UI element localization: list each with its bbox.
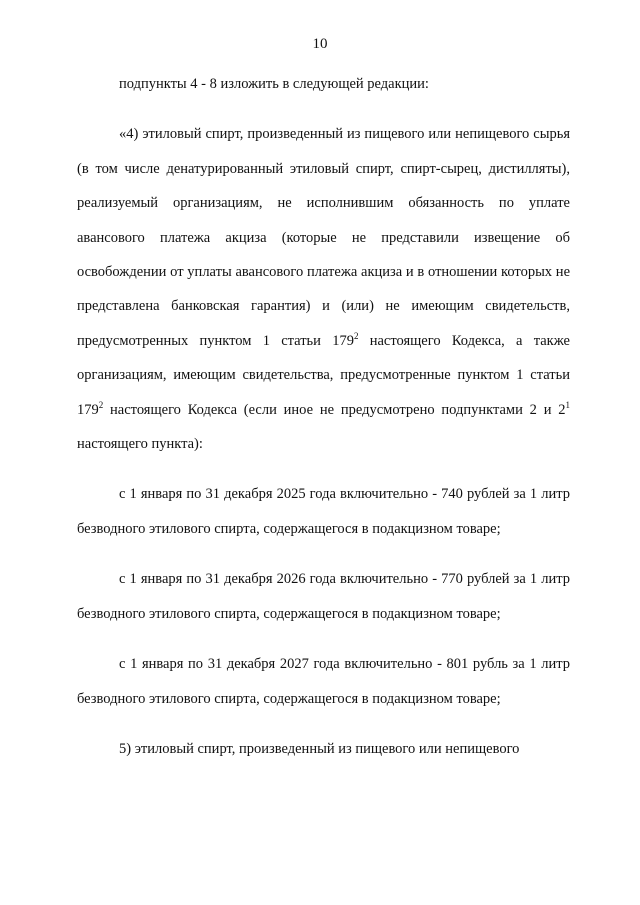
subparagraph-4-text: настоящего пункта): [77, 436, 203, 453]
superscript-2: 2 [98, 399, 104, 410]
page-number: 10 [312, 36, 328, 52]
rate-2025-paragraph: с 1 января по 31 декабря 2025 года включительно - 740 рублей за 1 литр безводного этилового спирта, содержащегося в подакцизном товаре; [77, 486, 570, 537]
rate-2027-paragraph: с 1 января по 31 декабря 2027 года включительно - 801 рубль за 1 литр безводного этилового спирта, содержащегося в подакцизном товаре; [77, 656, 570, 707]
rate-2026-paragraph: с 1 января по 31 декабря 2026 года включительно - 770 рублей за 1 литр безводного этилового спирта, содержащегося в подакцизном товаре; [77, 571, 570, 622]
subparagraph-4 [77, 117, 570, 461]
intro-paragraph: подпункты 4 - 8 изложить в следующей редакции: [119, 76, 429, 92]
superscript-1: 1 [565, 399, 570, 410]
subparagraph-4-text: «4) этиловый спирт, произведенный из пищевого или непищевого сырья (в том числе денатурированный этиловый спирт, спирт-сырец, дистилляты), реализуемый организациям, не исполнившим обязанность по уплате авансового платежа акциза (которые не представили извещение об освобождении от уплаты авансового платежа акциза и в отношении которых не представлена банковская гарантия) и (или) не имеющим свидетельств, предусмотренных пунктом 1 статьи 179 [77, 126, 570, 349]
subparagraph-4-text: настоящего Кодекса (если иное не предусмотрено подпунктами 2 и 2 [103, 401, 566, 418]
document-body [77, 67, 570, 766]
subparagraph-5: 5) этиловый спирт, произведенный из пищевого или непищевого [119, 740, 520, 757]
superscript-2: 2 [353, 331, 359, 342]
subparagraph-4-text: настоящего Кодекса, а также организациям, имеющим свидетельства, предусмотренные пунктом 1 статьи 179 [77, 332, 570, 418]
